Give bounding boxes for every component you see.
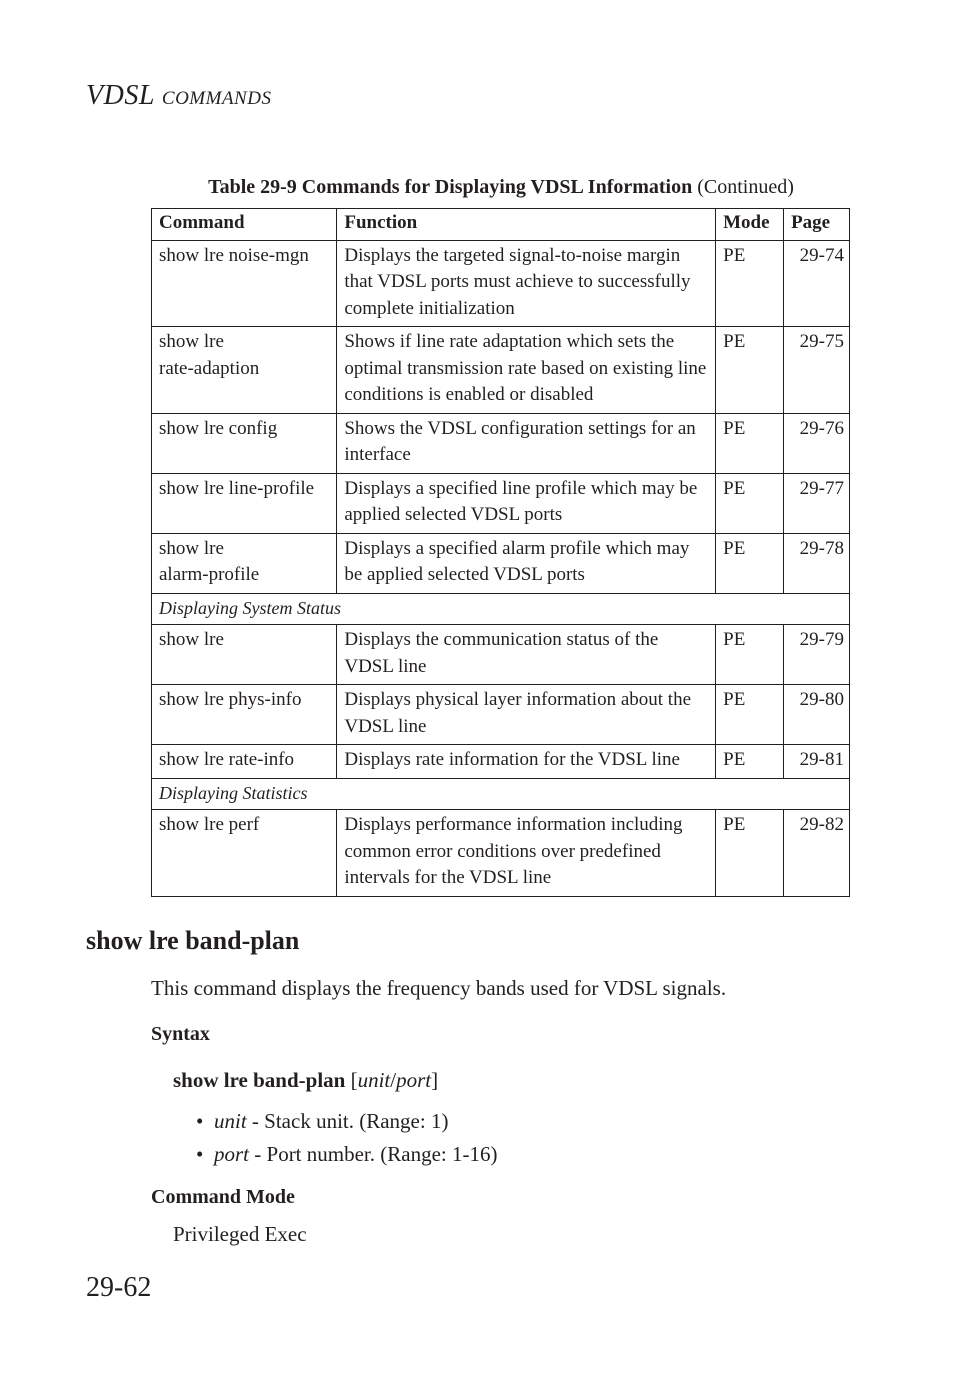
bullet-term: unit: [214, 1109, 247, 1133]
cell-function: Shows if line rate adaptation which sets the optimal transmission rate based on existing line conditions is enabled or disabled: [337, 327, 716, 414]
table-section-row: [152, 778, 850, 810]
page-number: 29-62: [86, 1272, 152, 1303]
commands-table: [151, 208, 850, 897]
table-row: [152, 240, 850, 327]
running-head-first: VDSL: [86, 80, 162, 111]
bullet-icon: •: [196, 1142, 204, 1166]
running-head-rest: COMMANDS: [161, 88, 272, 109]
cell-command-line1: show lre: [159, 331, 224, 352]
cell-function: Displays a specified line profile which may be applied selected VDSL ports: [337, 473, 716, 533]
list-item: [196, 1109, 448, 1134]
cell-mode: PE: [716, 745, 784, 779]
cell-page: 29-82: [784, 810, 850, 897]
bullet-term: port: [214, 1142, 250, 1166]
cell-command: [152, 327, 337, 414]
cell-function: Displays performance information including common error conditions over predefined intervals for the VDSL line: [337, 810, 716, 897]
cell-command: show lre line-profile: [152, 473, 337, 533]
table-row: [152, 473, 850, 533]
cell-function: Displays a specified alarm profile which may be applied selected VDSL ports: [337, 533, 716, 593]
cell-page: 29-79: [784, 625, 850, 685]
syntax-slash: /: [390, 1068, 397, 1092]
cell-command: show lre rate-info: [152, 745, 337, 779]
syntax-arg-unit: unit: [357, 1068, 391, 1092]
cell-page: 29-80: [784, 685, 850, 745]
cell-command: show lre noise-mgn: [152, 240, 337, 327]
cell-command: [152, 533, 337, 593]
table-row: [152, 625, 850, 685]
cell-page: 29-75: [784, 327, 850, 414]
cell-page: 29-78: [784, 533, 850, 593]
table-caption: [151, 176, 851, 199]
section-label: Displaying Statistics: [152, 778, 850, 810]
cell-page: 29-76: [784, 413, 850, 473]
table-caption-continued: (Continued): [697, 176, 794, 198]
table-row: [152, 685, 850, 745]
syntax-arg-port: port: [396, 1068, 432, 1092]
running-head: [86, 80, 271, 112]
cell-function: Displays physical layer information about the VDSL line: [337, 685, 716, 745]
command-mode-value: Privileged Exec: [173, 1222, 307, 1246]
command-mode-heading: Command Mode: [151, 1186, 295, 1208]
bullet-desc: - Stack unit. (Range: 1): [246, 1109, 449, 1133]
cell-command: show lre: [152, 625, 337, 685]
cell-page: 29-74: [784, 240, 850, 327]
table-row: [152, 327, 850, 414]
table-row: [152, 413, 850, 473]
cell-command-line1: show lre: [159, 537, 224, 559]
cell-page: 29-81: [784, 745, 850, 779]
cell-command: show lre perf: [152, 810, 337, 897]
cell-mode: PE: [716, 810, 784, 897]
cell-page: 29-77: [784, 473, 850, 533]
cell-mode: PE: [716, 473, 784, 533]
cell-command: show lre config: [152, 413, 337, 473]
cell-mode: PE: [716, 533, 784, 593]
table-row: [152, 810, 850, 897]
cell-function: Displays rate information for the VDSL line: [337, 745, 716, 779]
bullet-desc: - Port number. (Range: 1-16): [249, 1142, 498, 1166]
cell-mode: PE: [716, 413, 784, 473]
table-row: [152, 533, 850, 593]
syntax-heading: Syntax: [151, 1023, 210, 1045]
header-mode: Mode: [716, 209, 784, 241]
header-page: Page: [784, 209, 850, 241]
cell-mode: PE: [716, 240, 784, 327]
intro-paragraph: This command displays the frequency bands used for VDSL signals.: [151, 976, 727, 1000]
cell-command-line2: rate-adaption: [159, 357, 260, 379]
cell-command: show lre phys-info: [152, 685, 337, 745]
syntax-command: show lre band-plan: [173, 1068, 346, 1092]
section-label: Displaying System Status: [152, 593, 850, 625]
cell-command-line2: alarm-profile: [159, 564, 260, 585]
syntax-close-bracket: ]: [431, 1068, 439, 1092]
bullet-icon: •: [196, 1109, 204, 1133]
list-item: [196, 1142, 497, 1167]
table-caption-title: Table 29-9 Commands for Displaying VDSL Information: [208, 176, 693, 198]
cell-function: Shows the VDSL configuration settings for an interface: [337, 413, 716, 473]
syntax-line: [173, 1068, 438, 1093]
cell-mode: PE: [716, 685, 784, 745]
table-header-row: [152, 209, 850, 241]
header-command: Command: [152, 209, 337, 241]
syntax-open-bracket: [: [345, 1068, 358, 1092]
table-row: [152, 745, 850, 779]
cell-function: Displays the communication status of the VDSL line: [337, 625, 716, 685]
cell-function: Displays the targeted signal-to-noise margin that VDSL ports must achieve to successfully complete initialization: [337, 240, 716, 327]
cell-mode: PE: [716, 625, 784, 685]
cell-mode: PE: [716, 327, 784, 414]
header-function: Function: [337, 209, 716, 241]
table-section-row: [152, 593, 850, 625]
section-heading: show lre band-plan: [86, 926, 300, 955]
